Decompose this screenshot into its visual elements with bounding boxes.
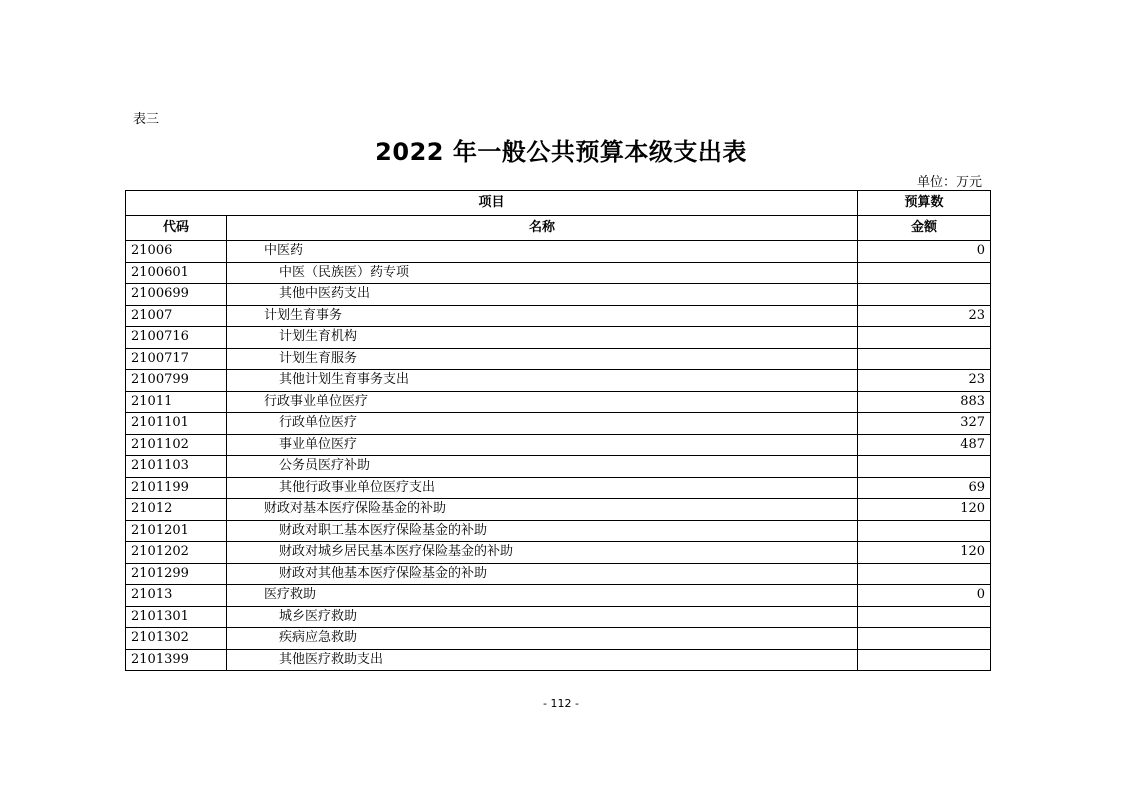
table-row xyxy=(126,434,991,456)
table-row xyxy=(126,477,991,499)
row-amount: 69 xyxy=(858,477,991,499)
row-name: 城乡医疗救助 xyxy=(227,606,858,628)
row-amount xyxy=(858,520,991,542)
row-name: 其他行政事业单位医疗支出 xyxy=(227,477,858,499)
row-amount xyxy=(858,649,991,671)
table-row xyxy=(126,520,991,542)
table-row xyxy=(126,456,991,478)
table-row xyxy=(126,606,991,628)
row-amount xyxy=(858,456,991,478)
row-amount: 0 xyxy=(858,585,991,607)
row-amount: 23 xyxy=(858,370,991,392)
row-name: 其他中医药支出 xyxy=(227,284,858,306)
table-row xyxy=(126,391,991,413)
row-code: 2100716 xyxy=(126,327,227,349)
row-name: 财政对职工基本医疗保险基金的补助 xyxy=(227,520,858,542)
row-code: 2100699 xyxy=(126,284,227,306)
header-row-columns xyxy=(126,216,991,241)
row-name: 行政单位医疗 xyxy=(227,413,858,435)
table-row xyxy=(126,649,991,671)
row-amount xyxy=(858,606,991,628)
table-row xyxy=(126,348,991,370)
row-code: 2100799 xyxy=(126,370,227,392)
table-row xyxy=(126,327,991,349)
table-row xyxy=(126,499,991,521)
row-amount: 883 xyxy=(858,391,991,413)
table-row xyxy=(126,370,991,392)
table-row xyxy=(126,563,991,585)
row-amount: 23 xyxy=(858,305,991,327)
row-amount: 120 xyxy=(858,499,991,521)
row-code: 2101101 xyxy=(126,413,227,435)
table-label: 表三 xyxy=(133,112,160,127)
row-name: 公务员医疗补助 xyxy=(227,456,858,478)
header-amount: 金额 xyxy=(858,216,991,241)
row-name: 事业单位医疗 xyxy=(227,434,858,456)
row-code: 2101202 xyxy=(126,542,227,564)
row-code: 21013 xyxy=(126,585,227,607)
table-row xyxy=(126,305,991,327)
row-name: 计划生育事务 xyxy=(227,305,858,327)
table-row xyxy=(126,262,991,284)
row-amount: 120 xyxy=(858,542,991,564)
row-name: 中医药 xyxy=(227,241,858,263)
row-amount xyxy=(858,284,991,306)
row-amount xyxy=(858,628,991,650)
row-amount: 327 xyxy=(858,413,991,435)
budget-table xyxy=(125,190,991,671)
row-amount: 487 xyxy=(858,434,991,456)
row-name: 其他医疗救助支出 xyxy=(227,649,858,671)
table-row xyxy=(126,284,991,306)
row-name: 财政对城乡居民基本医疗保险基金的补助 xyxy=(227,542,858,564)
row-code: 21006 xyxy=(126,241,227,263)
row-code: 21007 xyxy=(126,305,227,327)
row-name: 其他计划生育事务支出 xyxy=(227,370,858,392)
row-code: 2101399 xyxy=(126,649,227,671)
row-code: 2101299 xyxy=(126,563,227,585)
row-amount xyxy=(858,327,991,349)
table-row xyxy=(126,585,991,607)
row-code: 2101103 xyxy=(126,456,227,478)
header-budget: 预算数 xyxy=(858,191,991,216)
row-amount xyxy=(858,563,991,585)
header-name: 名称 xyxy=(227,216,858,241)
row-code: 21011 xyxy=(126,391,227,413)
row-code: 2101201 xyxy=(126,520,227,542)
row-amount: 0 xyxy=(858,241,991,263)
table-row xyxy=(126,241,991,263)
row-code: 21012 xyxy=(126,499,227,521)
row-code: 2100601 xyxy=(126,262,227,284)
row-name: 财政对基本医疗保险基金的补助 xyxy=(227,499,858,521)
row-name: 财政对其他基本医疗保险基金的补助 xyxy=(227,563,858,585)
table-row xyxy=(126,413,991,435)
table-row xyxy=(126,628,991,650)
row-amount xyxy=(858,262,991,284)
header-row-top xyxy=(126,191,991,216)
row-code: 2100717 xyxy=(126,348,227,370)
row-name: 计划生育机构 xyxy=(227,327,858,349)
unit-label: 单位：万元 xyxy=(916,175,982,190)
row-code: 2101302 xyxy=(126,628,227,650)
row-code: 2101102 xyxy=(126,434,227,456)
row-amount xyxy=(858,348,991,370)
row-code: 2101199 xyxy=(126,477,227,499)
table-row xyxy=(126,542,991,564)
header-code: 代码 xyxy=(126,216,227,241)
page-number: - 112 - xyxy=(543,697,579,710)
table-body xyxy=(126,241,991,671)
row-name: 行政事业单位医疗 xyxy=(227,391,858,413)
header-project: 项目 xyxy=(126,191,858,216)
row-name: 中医（民族医）药专项 xyxy=(227,262,858,284)
row-code: 2101301 xyxy=(126,606,227,628)
row-name: 疾病应急救助 xyxy=(227,628,858,650)
page-title: 2022 年一般公共预算本级支出表 xyxy=(375,138,747,166)
row-name: 计划生育服务 xyxy=(227,348,858,370)
row-name: 医疗救助 xyxy=(227,585,858,607)
